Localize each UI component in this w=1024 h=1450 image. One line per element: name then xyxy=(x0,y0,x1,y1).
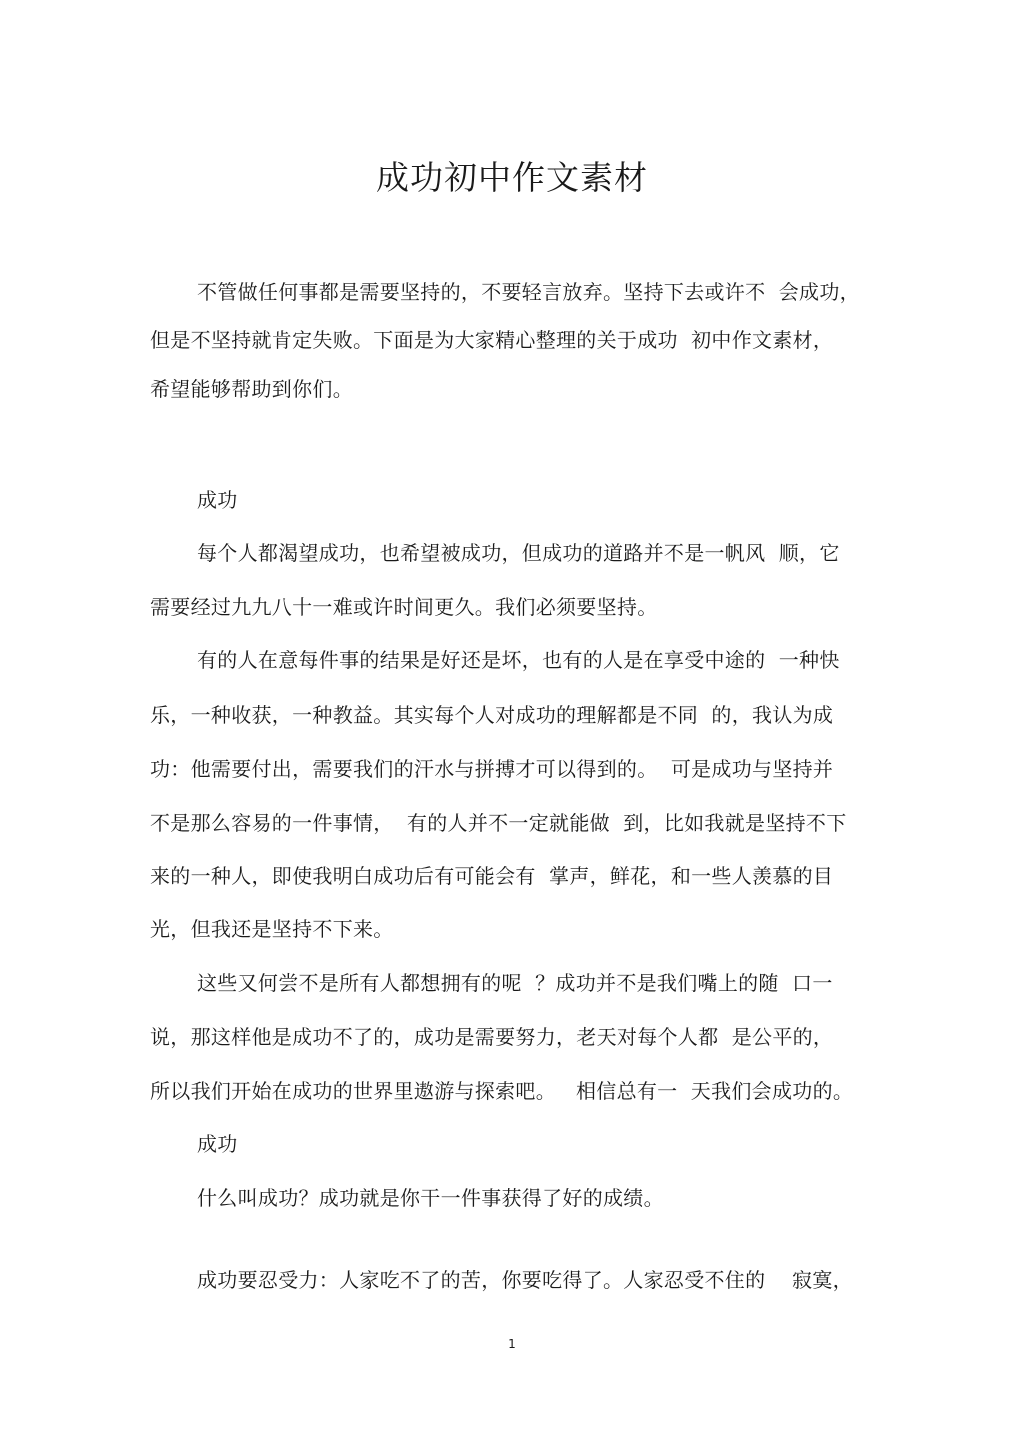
section-heading: 成功 xyxy=(197,488,238,512)
document-title: 成功初中作文素材 xyxy=(376,158,648,197)
paragraph-line: 有的人在意每件事的结果是好还是坏，也有的人是在享受中途的 一种快 xyxy=(197,648,840,672)
paragraph-line: 成功要忍受力：人家吃不了的苦，你要吃得了。人家忍受不住的 寂寞， xyxy=(197,1268,853,1292)
paragraph-line: 来的一种人，即使我明白成功后有可能会有 掌声，鲜花，和一些人羡慕的目 xyxy=(150,864,834,888)
section-heading: 成功 xyxy=(197,1132,238,1156)
paragraph-line: 不管做任何事都是需要坚持的，不要轻言放弃。坚持下去或许不 会成功， xyxy=(197,280,860,304)
paragraph-line: 光，但我还是坚持不下来。 xyxy=(150,917,394,941)
paragraph-line: 但是不坚持就肯定失败。下面是为大家精心整理的关于成功 初中作文素材， xyxy=(150,328,834,352)
paragraph-line: 功：他需要付出，需要我们的汗水与拼搏才可以得到的。 可是成功与坚持并 xyxy=(150,757,834,781)
page-number: 1 xyxy=(508,1337,516,1351)
paragraph-line: 希望能够帮助到你们。 xyxy=(150,377,353,401)
paragraph-line: 什么叫成功？成功就是你干一件事获得了好的成绩。 xyxy=(197,1186,664,1210)
paragraph-line: 需要经过九九八十一难或许时间更久。我们必须要坚持。 xyxy=(150,595,658,619)
paragraph-line: 所以我们开始在成功的世界里遨游与探索吧。 相信总有一 天我们会成功的。 xyxy=(150,1079,854,1103)
paragraph-line: 乐，一种收获，一种教益。其实每个人对成功的理解都是不同 的，我认为成 xyxy=(150,703,834,727)
paragraph-line: 这些又何尝不是所有人都想拥有的呢 ？成功并不是我们嘴上的随 口一 xyxy=(197,971,833,995)
paragraph-line: 每个人都渴望成功，也希望被成功，但成功的道路并不是一帆风 顺，它 xyxy=(197,541,840,565)
paragraph-line: 说，那这样他是成功不了的，成功是需要努力，老天对每个人都 是公平的， xyxy=(150,1025,834,1049)
paragraph-line: 不是那么容易的一件事情， 有的人并不一定就能做 到，比如我就是坚持不下 xyxy=(150,811,847,835)
